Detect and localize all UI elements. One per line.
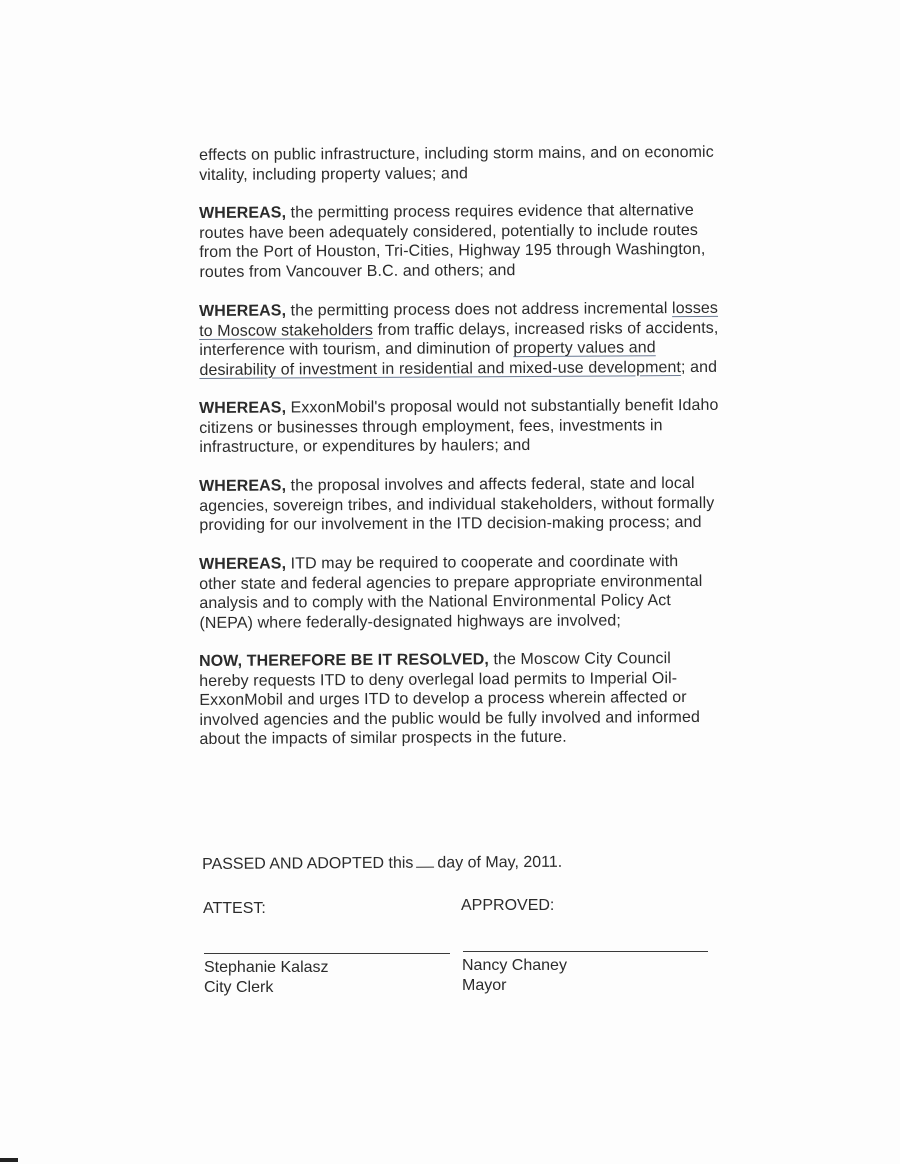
whereas-text-2b: from traffic delays, increased risks of accidents, interference with tourism, and diminution of <box>199 318 719 359</box>
resolution-body <box>199 143 719 769</box>
whereas-keyword: WHEREAS, <box>199 204 287 223</box>
passed-and-adopted-line <box>202 854 562 874</box>
whereas-paragraph-5 <box>199 551 719 633</box>
resolved-paragraph <box>199 649 720 750</box>
handwritten-underline-2: property values and desirability of investment in residential and mixed-use development <box>199 338 682 379</box>
whereas-paragraph-4 <box>199 474 719 536</box>
intro-paragraph: effects on public infrastructure, including storm mains, and on economic vitality, including property values; and <box>199 143 714 184</box>
clerk-signature-line <box>204 953 450 954</box>
whereas-keyword: WHEREAS, <box>199 302 287 320</box>
whereas-keyword: WHEREAS, <box>199 554 287 573</box>
resolved-keyword: NOW, THEREFORE BE IT RESOLVED, <box>199 651 489 670</box>
passed-prefix: PASSED AND ADOPTED this <box>202 854 414 873</box>
date-blank <box>416 867 434 868</box>
whereas-text-3: ExxonMobil's proposal would not substantially benefit Idaho citizens or businesses through employment, fees, investments in infrastructure, or expenditures by haulers; and <box>199 396 719 457</box>
mayor-signature-line <box>463 951 708 952</box>
passed-suffix: day of May, 2011. <box>437 853 563 872</box>
clerk-signature-block <box>204 958 329 998</box>
resolved-text: the Moscow City Council hereby requests ITD to deny overlegal load permits to Imperial Oil-ExxonMobil and urges ITD to develop a process wherein affected or involved agencies and the public would be fully involved and informed about the impacts of similar prospects in the future. <box>199 649 701 749</box>
clerk-name: Stephanie Kalasz <box>204 959 329 976</box>
mayor-title: Mayor <box>462 977 507 994</box>
mayor-name: Nancy Chaney <box>462 957 567 974</box>
whereas-paragraph-1 <box>199 201 719 283</box>
whereas-text-5: ITD may be required to cooperate and coordinate with other state and federal agencies to prepare appropriate environmental analysis and to comply with the National Environmental Policy Act (NEPA) where federally-designated highways are involved; <box>199 552 703 632</box>
whereas-keyword: WHEREAS, <box>199 477 287 495</box>
approved-label: APPROVED: <box>461 897 555 914</box>
whereas-text-4: the proposal involves and affects federal, state and local agencies, sovereign tribes, and individual stakeholders, without formally providing for our involvement in the ITD decision-making process; and <box>199 474 715 534</box>
clerk-title: City Clerk <box>204 979 274 996</box>
whereas-paragraph-3 <box>199 396 719 458</box>
whereas-text-2a: the permitting process does not address incremental <box>290 299 668 320</box>
whereas-text-1: the permitting process requires evidence that alternative routes have been adequately considered, potentially to include routes from the Port of Houston, Tri-Cities, Highway 195 through Washington, routes from Vancouver B.C. and others; and <box>199 202 706 281</box>
mayor-signature-block <box>462 956 567 996</box>
whereas-keyword: WHEREAS, <box>199 399 287 417</box>
scan-edge-mark <box>0 1158 18 1162</box>
whereas-text-2c: ; and <box>680 358 718 376</box>
attest-label: ATTEST: <box>203 900 266 917</box>
handwritten-underline-1: losses to Moscow stakeholders <box>199 299 719 340</box>
whereas-paragraph-2 <box>199 298 719 380</box>
